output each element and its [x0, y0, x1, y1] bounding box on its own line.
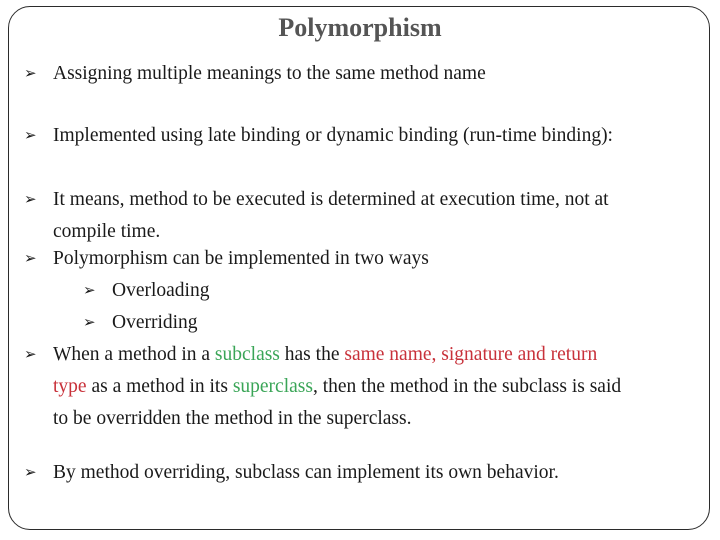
b5-part-6: as a method in its [86, 376, 233, 397]
bullet-4-text: Polymorphism can be implemented in two ways [53, 248, 429, 269]
sub-bullet-overriding-text: Overriding [112, 312, 198, 333]
arrow-bullet-icon: ➢ [24, 465, 37, 481]
bullet-3-line-1: It means, method to be executed is determined at execution time, not at [53, 189, 609, 210]
b5-part-3: has the [279, 344, 345, 365]
arrow-bullet-icon: ➢ [24, 66, 37, 82]
slide-title: Polymorphism [278, 13, 442, 42]
bullet-3-line-2: compile time. [53, 221, 161, 242]
type-term: type [53, 376, 87, 397]
arrow-bullet-icon: ➢ [83, 283, 96, 299]
superclass-term: superclass [232, 376, 313, 397]
arrow-bullet-icon: ➢ [83, 315, 96, 331]
arrow-bullet-icon: ➢ [24, 347, 37, 363]
subclass-term: subclass [214, 344, 280, 365]
bullet-2-text: Implemented using late binding or dynamic binding (run-time binding): [53, 125, 613, 146]
arrow-bullet-icon: ➢ [24, 192, 37, 208]
bullet-6-text: By method overriding, subclass can implement its own behavior. [53, 462, 559, 483]
bullet-5-line-1 [53, 339, 597, 371]
sub-bullet-overloading-text: Overloading [112, 280, 210, 301]
same-signature-term: same name, signature and return [344, 344, 598, 365]
b5-part-8: , then the method in the subclass is said [312, 376, 622, 397]
arrow-bullet-icon: ➢ [24, 128, 37, 144]
bullet-5-line-2 [53, 371, 621, 403]
bullet-5-line-3: to be overridden the method in the superclass. [53, 408, 412, 429]
b5-part-1: When a method in a [53, 344, 215, 365]
bullet-1-text: Assigning multiple meanings to the same method name [53, 63, 486, 84]
arrow-bullet-icon: ➢ [24, 251, 37, 267]
